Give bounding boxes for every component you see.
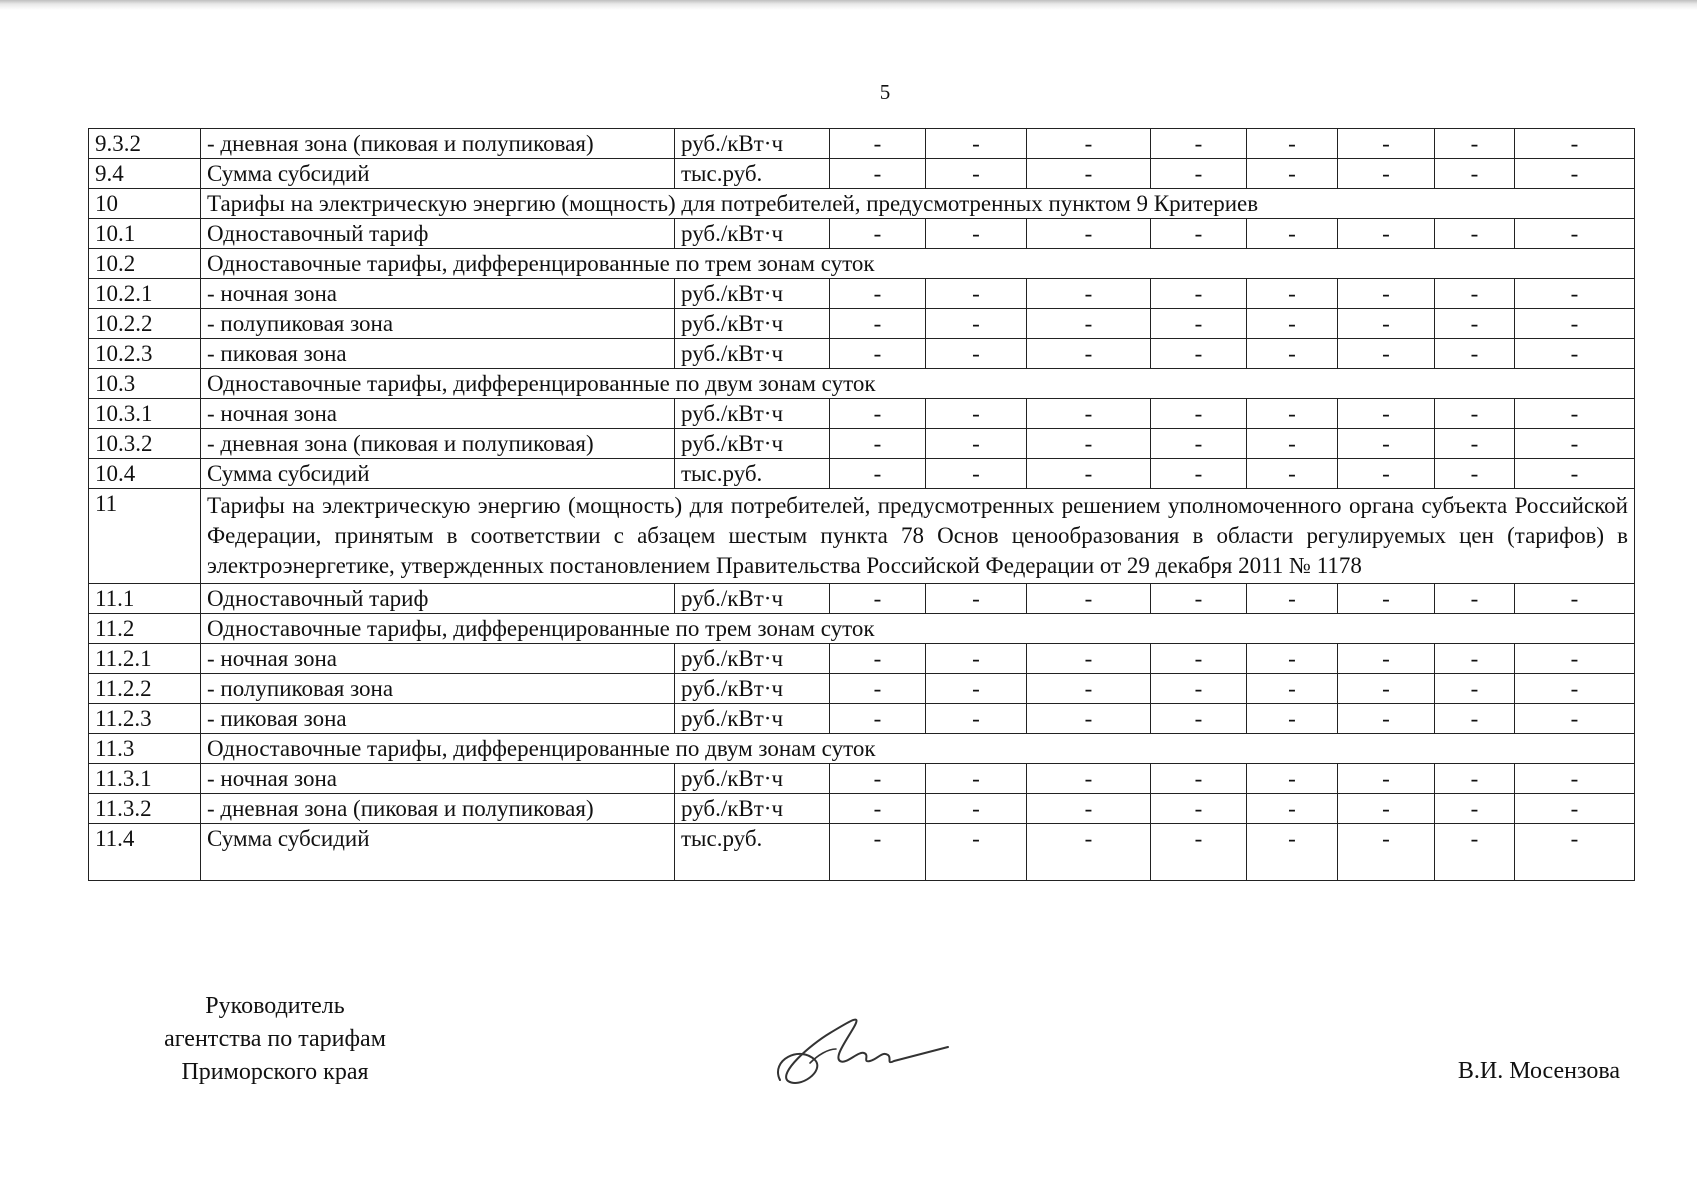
page-number: 5 xyxy=(879,80,891,104)
table-body xyxy=(89,129,1635,881)
value-cell: - xyxy=(1247,704,1338,734)
value-cell: - xyxy=(1338,824,1435,881)
row-number: 11.2.3 xyxy=(89,704,201,734)
value-cell: - xyxy=(830,764,926,794)
row-number: 9.4 xyxy=(89,159,201,189)
value-cell: - xyxy=(1435,459,1515,489)
value-cell: - xyxy=(1151,764,1247,794)
value-cell: - xyxy=(1027,674,1151,704)
section-title: Одноставочные тарифы, дифференцированные по трем зонам суток xyxy=(201,614,1635,644)
value-cell: - xyxy=(1435,794,1515,824)
value-cell: - xyxy=(1338,459,1435,489)
indicator-name: Одноставочный тариф xyxy=(201,219,675,249)
unit-cell: руб./кВт·ч xyxy=(675,794,830,824)
value-cell: - xyxy=(1515,429,1635,459)
indicator-name: Одноставочный тариф xyxy=(201,584,675,614)
value-cell: - xyxy=(1247,159,1338,189)
row-number: 10.3.2 xyxy=(89,429,201,459)
unit-cell: руб./кВт·ч xyxy=(675,399,830,429)
value-cell: - xyxy=(1435,309,1515,339)
section-header-row xyxy=(89,614,1635,644)
value-cell: - xyxy=(830,584,926,614)
value-cell: - xyxy=(1027,129,1151,159)
row-number: 11 xyxy=(89,489,201,584)
value-cell: - xyxy=(1027,764,1151,794)
value-cell: - xyxy=(926,459,1027,489)
value-cell: - xyxy=(1151,219,1247,249)
value-cell: - xyxy=(1338,399,1435,429)
value-cell: - xyxy=(926,279,1027,309)
value-cell: - xyxy=(1435,219,1515,249)
value-cell: - xyxy=(830,794,926,824)
value-cell: - xyxy=(1151,704,1247,734)
value-cell: - xyxy=(1151,279,1247,309)
value-cell: - xyxy=(1027,824,1151,881)
value-cell: - xyxy=(1247,429,1338,459)
value-cell: - xyxy=(1515,644,1635,674)
row-number: 10 xyxy=(89,189,201,219)
value-cell: - xyxy=(1027,584,1151,614)
unit-cell: руб./кВт·ч xyxy=(675,644,830,674)
value-cell: - xyxy=(926,764,1027,794)
row-number: 11.1 xyxy=(89,584,201,614)
section-header-row xyxy=(89,249,1635,279)
table-row xyxy=(89,644,1635,674)
value-cell: - xyxy=(1027,339,1151,369)
value-cell: - xyxy=(1435,339,1515,369)
value-cell: - xyxy=(830,399,926,429)
value-cell: - xyxy=(1515,399,1635,429)
row-number: 10.4 xyxy=(89,459,201,489)
value-cell: - xyxy=(1338,644,1435,674)
table-row xyxy=(89,129,1635,159)
value-cell: - xyxy=(1247,824,1338,881)
value-cell: - xyxy=(1515,309,1635,339)
value-cell: - xyxy=(1435,584,1515,614)
indicator-name: - ночная зона xyxy=(201,279,675,309)
scan-edge xyxy=(0,0,1697,10)
value-cell: - xyxy=(1435,129,1515,159)
value-cell: - xyxy=(1151,584,1247,614)
value-cell: - xyxy=(830,429,926,459)
row-number: 11.2.1 xyxy=(89,644,201,674)
table-row xyxy=(89,339,1635,369)
value-cell: - xyxy=(1151,129,1247,159)
indicator-name: Сумма субсидий xyxy=(201,159,675,189)
value-cell: - xyxy=(1338,584,1435,614)
value-cell: - xyxy=(830,674,926,704)
value-cell: - xyxy=(1435,279,1515,309)
unit-cell: руб./кВт·ч xyxy=(675,429,830,459)
value-cell: - xyxy=(1515,279,1635,309)
unit-cell: тыс.руб. xyxy=(675,824,830,881)
value-cell: - xyxy=(1515,159,1635,189)
indicator-name: - полупиковая зона xyxy=(201,674,675,704)
value-cell: - xyxy=(1247,764,1338,794)
value-cell: - xyxy=(1338,339,1435,369)
value-cell: - xyxy=(1247,399,1338,429)
value-cell: - xyxy=(1151,339,1247,369)
row-number: 10.2 xyxy=(89,249,201,279)
value-cell: - xyxy=(1515,764,1635,794)
value-cell: - xyxy=(1338,309,1435,339)
value-cell: - xyxy=(926,129,1027,159)
value-cell: - xyxy=(1338,674,1435,704)
value-cell: - xyxy=(1027,399,1151,429)
row-number: 11.2 xyxy=(89,614,201,644)
value-cell: - xyxy=(1435,674,1515,704)
value-cell: - xyxy=(1338,279,1435,309)
value-cell: - xyxy=(1515,219,1635,249)
value-cell: - xyxy=(830,219,926,249)
value-cell: - xyxy=(830,129,926,159)
value-cell: - xyxy=(1338,219,1435,249)
value-cell: - xyxy=(1151,794,1247,824)
table-row xyxy=(89,584,1635,614)
value-cell: - xyxy=(1027,794,1151,824)
row-number: 10.2.1 xyxy=(89,279,201,309)
value-cell: - xyxy=(1247,129,1338,159)
value-cell: - xyxy=(926,644,1027,674)
indicator-name: Сумма субсидий xyxy=(201,824,675,881)
unit-cell: руб./кВт·ч xyxy=(675,764,830,794)
value-cell: - xyxy=(926,429,1027,459)
table-row xyxy=(89,824,1635,881)
unit-cell: руб./кВт·ч xyxy=(675,309,830,339)
value-cell: - xyxy=(926,159,1027,189)
value-cell: - xyxy=(1027,644,1151,674)
indicator-name: - дневная зона (пиковая и полупиковая) xyxy=(201,794,675,824)
value-cell: - xyxy=(830,159,926,189)
value-cell: - xyxy=(1435,159,1515,189)
value-cell: - xyxy=(1151,309,1247,339)
indicator-name: - ночная зона xyxy=(201,399,675,429)
value-cell: - xyxy=(926,704,1027,734)
section-header-row xyxy=(89,189,1635,219)
table-row xyxy=(89,704,1635,734)
value-cell: - xyxy=(1515,584,1635,614)
signatory-title xyxy=(130,990,420,1089)
value-cell: - xyxy=(1247,644,1338,674)
value-cell: - xyxy=(1027,159,1151,189)
value-cell: - xyxy=(1515,794,1635,824)
value-cell: - xyxy=(926,339,1027,369)
table-row xyxy=(89,459,1635,489)
section-header-row xyxy=(89,489,1635,584)
signatory-title-line: Руководитель xyxy=(205,993,345,1019)
row-number: 10.3.1 xyxy=(89,399,201,429)
unit-cell: руб./кВт·ч xyxy=(675,129,830,159)
row-number: 11.3 xyxy=(89,734,201,764)
value-cell: - xyxy=(1247,584,1338,614)
value-cell: - xyxy=(1338,429,1435,459)
value-cell: - xyxy=(1515,704,1635,734)
table-row xyxy=(89,159,1635,189)
value-cell: - xyxy=(1515,129,1635,159)
value-cell: - xyxy=(1515,674,1635,704)
value-cell: - xyxy=(1515,339,1635,369)
section-title: Одноставочные тарифы, дифференцированные по двум зонам суток xyxy=(201,369,1635,399)
value-cell: - xyxy=(1027,429,1151,459)
unit-cell: руб./кВт·ч xyxy=(675,219,830,249)
value-cell: - xyxy=(926,794,1027,824)
section-title: Одноставочные тарифы, дифференцированные по двум зонам суток xyxy=(201,734,1635,764)
row-number: 11.3.2 xyxy=(89,794,201,824)
indicator-name: - ночная зона xyxy=(201,644,675,674)
value-cell: - xyxy=(1435,644,1515,674)
table-row xyxy=(89,429,1635,459)
value-cell: - xyxy=(926,399,1027,429)
value-cell: - xyxy=(1338,794,1435,824)
value-cell: - xyxy=(1247,219,1338,249)
value-cell: - xyxy=(1247,459,1338,489)
value-cell: - xyxy=(1027,459,1151,489)
value-cell: - xyxy=(1435,824,1515,881)
value-cell: - xyxy=(1151,399,1247,429)
table-row xyxy=(89,219,1635,249)
unit-cell: тыс.руб. xyxy=(675,459,830,489)
value-cell: - xyxy=(1027,704,1151,734)
section-title: Тарифы на электрическую энергию (мощность) для потребителей, предусмотренных решением уполномоченного органа субъекта Российской Федерации, принятым в соответствии с абзацем шестым пункта 78 Основ ценообразования в области регулируемых цен (тарифов) в электроэнергетике, утвержденных постановлением Правительства Российской Федерации от 29 декабря 2011 № 1178 xyxy=(201,489,1635,584)
indicator-name: - дневная зона (пиковая и полупиковая) xyxy=(201,129,675,159)
value-cell: - xyxy=(1338,764,1435,794)
row-number: 10.3 xyxy=(89,369,201,399)
signatory-title-line: Приморского края xyxy=(181,1059,369,1085)
indicator-name: - дневная зона (пиковая и полупиковая) xyxy=(201,429,675,459)
section-title: Одноставочные тарифы, дифференцированные по трем зонам суток xyxy=(201,249,1635,279)
indicator-name: - ночная зона xyxy=(201,764,675,794)
value-cell: - xyxy=(1247,279,1338,309)
row-number: 11.4 xyxy=(89,824,201,881)
value-cell: - xyxy=(1027,219,1151,249)
value-cell: - xyxy=(1435,704,1515,734)
unit-cell: руб./кВт·ч xyxy=(675,704,830,734)
unit-cell: руб./кВт·ч xyxy=(675,339,830,369)
tariff-table xyxy=(88,128,1635,881)
value-cell: - xyxy=(1151,674,1247,704)
signatory-title-line: агентства по тарифам xyxy=(164,1026,386,1052)
value-cell: - xyxy=(1515,459,1635,489)
value-cell: - xyxy=(926,824,1027,881)
section-title: Тарифы на электрическую энергию (мощность) для потребителей, предусмотренных пунктом 9 Критериев xyxy=(201,189,1635,219)
value-cell: - xyxy=(830,279,926,309)
value-cell: - xyxy=(926,219,1027,249)
value-cell: - xyxy=(1247,339,1338,369)
value-cell: - xyxy=(1151,459,1247,489)
value-cell: - xyxy=(1247,674,1338,704)
unit-cell: тыс.руб. xyxy=(675,159,830,189)
table-row xyxy=(89,674,1635,704)
table-row xyxy=(89,794,1635,824)
row-number: 11.3.1 xyxy=(89,764,201,794)
value-cell: - xyxy=(1515,824,1635,881)
row-number: 10.2.3 xyxy=(89,339,201,369)
indicator-name: - пиковая зона xyxy=(201,339,675,369)
value-cell: - xyxy=(926,309,1027,339)
table-row xyxy=(89,279,1635,309)
indicator-name: Сумма субсидий xyxy=(201,459,675,489)
unit-cell: руб./кВт·ч xyxy=(675,279,830,309)
value-cell: - xyxy=(1247,309,1338,339)
value-cell: - xyxy=(926,674,1027,704)
handwritten-signature xyxy=(770,1005,950,1095)
table-row xyxy=(89,764,1635,794)
unit-cell: руб./кВт·ч xyxy=(675,584,830,614)
value-cell: - xyxy=(1435,764,1515,794)
value-cell: - xyxy=(830,309,926,339)
value-cell: - xyxy=(1151,644,1247,674)
value-cell: - xyxy=(1027,279,1151,309)
value-cell: - xyxy=(830,339,926,369)
value-cell: - xyxy=(1338,129,1435,159)
value-cell: - xyxy=(1338,704,1435,734)
indicator-name: - пиковая зона xyxy=(201,704,675,734)
section-header-row xyxy=(89,734,1635,764)
row-number: 9.3.2 xyxy=(89,129,201,159)
row-number: 10.1 xyxy=(89,219,201,249)
value-cell: - xyxy=(830,704,926,734)
value-cell: - xyxy=(1247,794,1338,824)
value-cell: - xyxy=(1435,399,1515,429)
value-cell: - xyxy=(1151,159,1247,189)
indicator-name: - полупиковая зона xyxy=(201,309,675,339)
value-cell: - xyxy=(1151,429,1247,459)
table-row xyxy=(89,309,1635,339)
value-cell: - xyxy=(1027,309,1151,339)
value-cell: - xyxy=(1151,824,1247,881)
unit-cell: руб./кВт·ч xyxy=(675,674,830,704)
value-cell: - xyxy=(1435,429,1515,459)
row-number: 11.2.2 xyxy=(89,674,201,704)
value-cell: - xyxy=(830,644,926,674)
value-cell: - xyxy=(1338,159,1435,189)
table-row xyxy=(89,399,1635,429)
signatory-name: В.И. Мосензова xyxy=(1457,1058,1620,1084)
section-header-row xyxy=(89,369,1635,399)
value-cell: - xyxy=(926,584,1027,614)
row-number: 10.2.2 xyxy=(89,309,201,339)
value-cell: - xyxy=(830,824,926,881)
value-cell: - xyxy=(830,459,926,489)
